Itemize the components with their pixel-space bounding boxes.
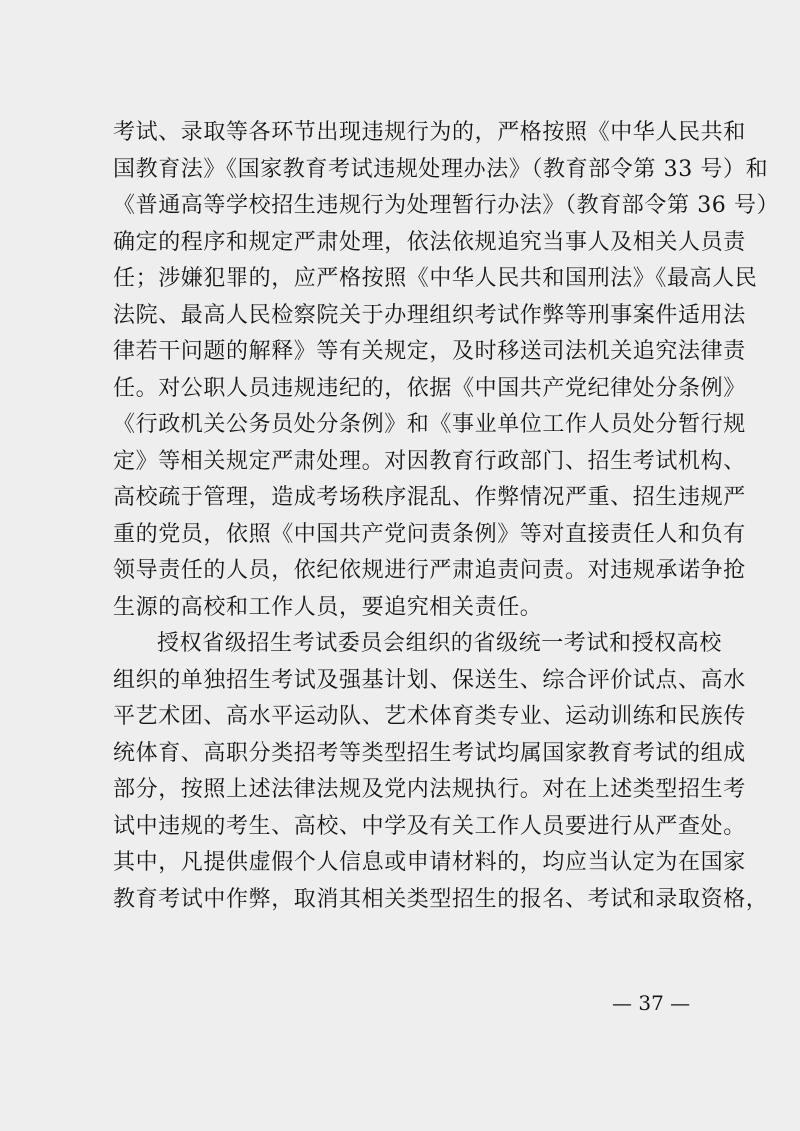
text-line: 平艺术团、高水平运动队、艺术体育类专业、运动训练和民族传 [113, 704, 746, 729]
text-line: 国教育法》《国家教育考试违规处理办法》（教育部令第 33 号）和 [113, 156, 769, 182]
text-line: 教育考试中作弊，取消其相关类型招生的报名、考试和录取资格， [113, 886, 769, 912]
body-text [113, 115, 780, 918]
text-line: 考试、录取等各环节出现违规行为的，严格按照《中华人民共和 [113, 120, 746, 145]
text-line: 领导责任的人员，依纪依规进行严肃追责问责。对违规承诺争抢 [113, 558, 746, 583]
text-line: 律若干问题的解释》等有关规定，及时移送司法机关追究法律责 [113, 339, 746, 364]
paragraph-start-line: 授权省级招生考试委员会组织的省级统一考试和授权高校 [157, 631, 723, 656]
text-line: 任。对公职人员违规违纪的，依据《中国共产党纪律处分条例》 [113, 375, 746, 401]
page-number: — 37 — [612, 991, 691, 1015]
text-line: 重的党员，依照《中国共产党问责条例》等对直接责任人和负有 [113, 521, 746, 547]
text-line: 统体育、高职分类招考等类型招生考试均属国家教育考试的组成 [113, 740, 746, 766]
text-line: 《行政机关公务员处分条例》和《事业单位工作人员处分暂行规 [113, 412, 746, 437]
paragraph-end-line: 生源的高校和工作人员，要追究相关责任。 [113, 594, 543, 620]
text-line: 任；涉嫌犯罪的，应严格按照《中华人民共和国刑法》《最高人民 [113, 266, 758, 291]
text-line: 试中违规的考生、高校、中学及有关工作人员要进行从严查处。 [113, 813, 746, 839]
text-line: 部分，按照上述法律法规及党内法规执行。对在上述类型招生考 [113, 777, 746, 802]
text-line: 定》等相关规定严肃处理。对因教育行政部门、招生考试机构、 [113, 448, 746, 474]
text-line: 高校疏于管理，造成考场秩序混乱、作弊情况严重、招生违规严 [113, 485, 746, 510]
text-line: 组织的单独招生考试及强基计划、保送生、综合评价试点、高水 [113, 667, 746, 693]
text-line: 其中，凡提供虚假个人信息或申请材料的，均应当认定为在国家 [113, 850, 746, 875]
text-line: 《普通高等学校招生违规行为处理暂行办法》（教育部令第 36 号） [113, 193, 780, 218]
text-line: 确定的程序和规定严肃处理，依法依规追究当事人及相关人员责 [113, 229, 746, 255]
text-line: 法院、最高人民检察院关于办理组织考试作弊等刑事案件适用法 [113, 302, 746, 328]
